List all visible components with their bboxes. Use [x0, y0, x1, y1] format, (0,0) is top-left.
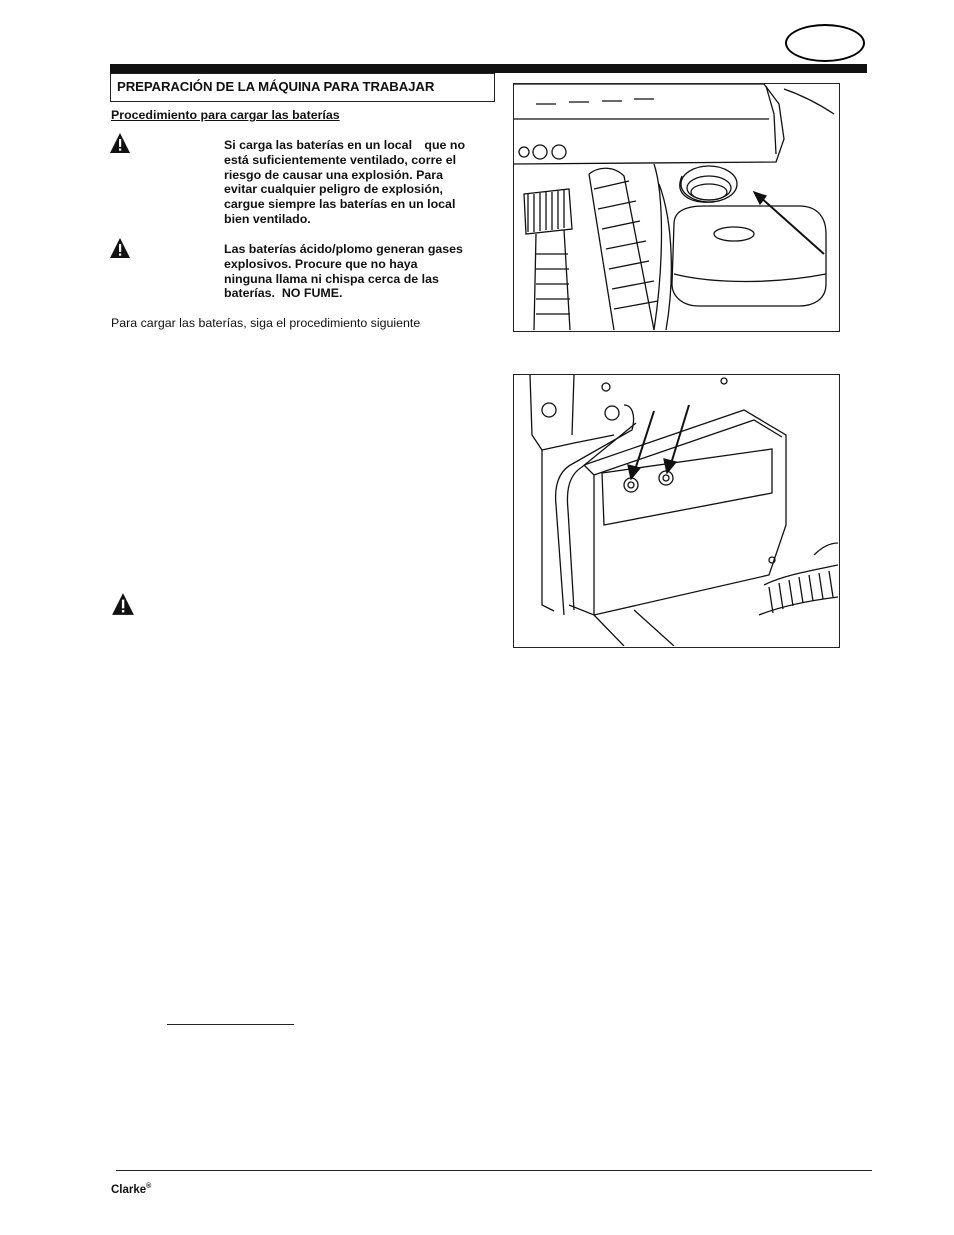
- figure-battery-connector: [513, 83, 840, 332]
- warning-line: bien ventilado.: [224, 211, 311, 226]
- warning-line: Las baterías ácido/plomo generan gases: [224, 242, 463, 256]
- warning-line: Si carga las baterías en un local que no: [224, 138, 466, 152]
- warning-explosive-gases: [224, 242, 496, 301]
- warning-line: evitar cualquier peligro de explosión,: [224, 182, 443, 197]
- blank-underline: [167, 1024, 294, 1025]
- brand-name: Clarke: [111, 1183, 147, 1196]
- footer-rule: [116, 1170, 872, 1171]
- warning-triangle-icon: [111, 592, 133, 614]
- warning-line: ninguna llama ni chispa cerca de las: [224, 271, 439, 286]
- brand-footer: [111, 1183, 151, 1196]
- page-number-oval: [785, 24, 865, 62]
- warning-line: está suficientemente ventilado, corre el: [224, 152, 457, 167]
- figure-charger-panel: [513, 374, 840, 648]
- intro-paragraph: Para cargar las baterías, siga el procedimiento siguiente: [111, 316, 421, 330]
- warning-line: riesgo de causar una explosión. Para: [224, 167, 443, 182]
- registered-mark: ®: [146, 1183, 152, 1190]
- header-rule: [110, 64, 867, 73]
- warning-line: baterías. NO FUME.: [224, 286, 343, 301]
- section-title: PREPARACIÓN DE LA MÁQUINA PARA TRABAJAR: [110, 73, 495, 102]
- warning-line: cargue siempre las baterías en un local: [224, 197, 456, 212]
- warning-triangle-icon: [109, 132, 131, 154]
- warning-ventilation: [224, 138, 496, 227]
- procedure-subheading: Procedimiento para cargar las baterías: [111, 108, 340, 122]
- warning-line: explosivos. Procure que no haya: [224, 256, 418, 271]
- warning-triangle-icon: [109, 237, 131, 259]
